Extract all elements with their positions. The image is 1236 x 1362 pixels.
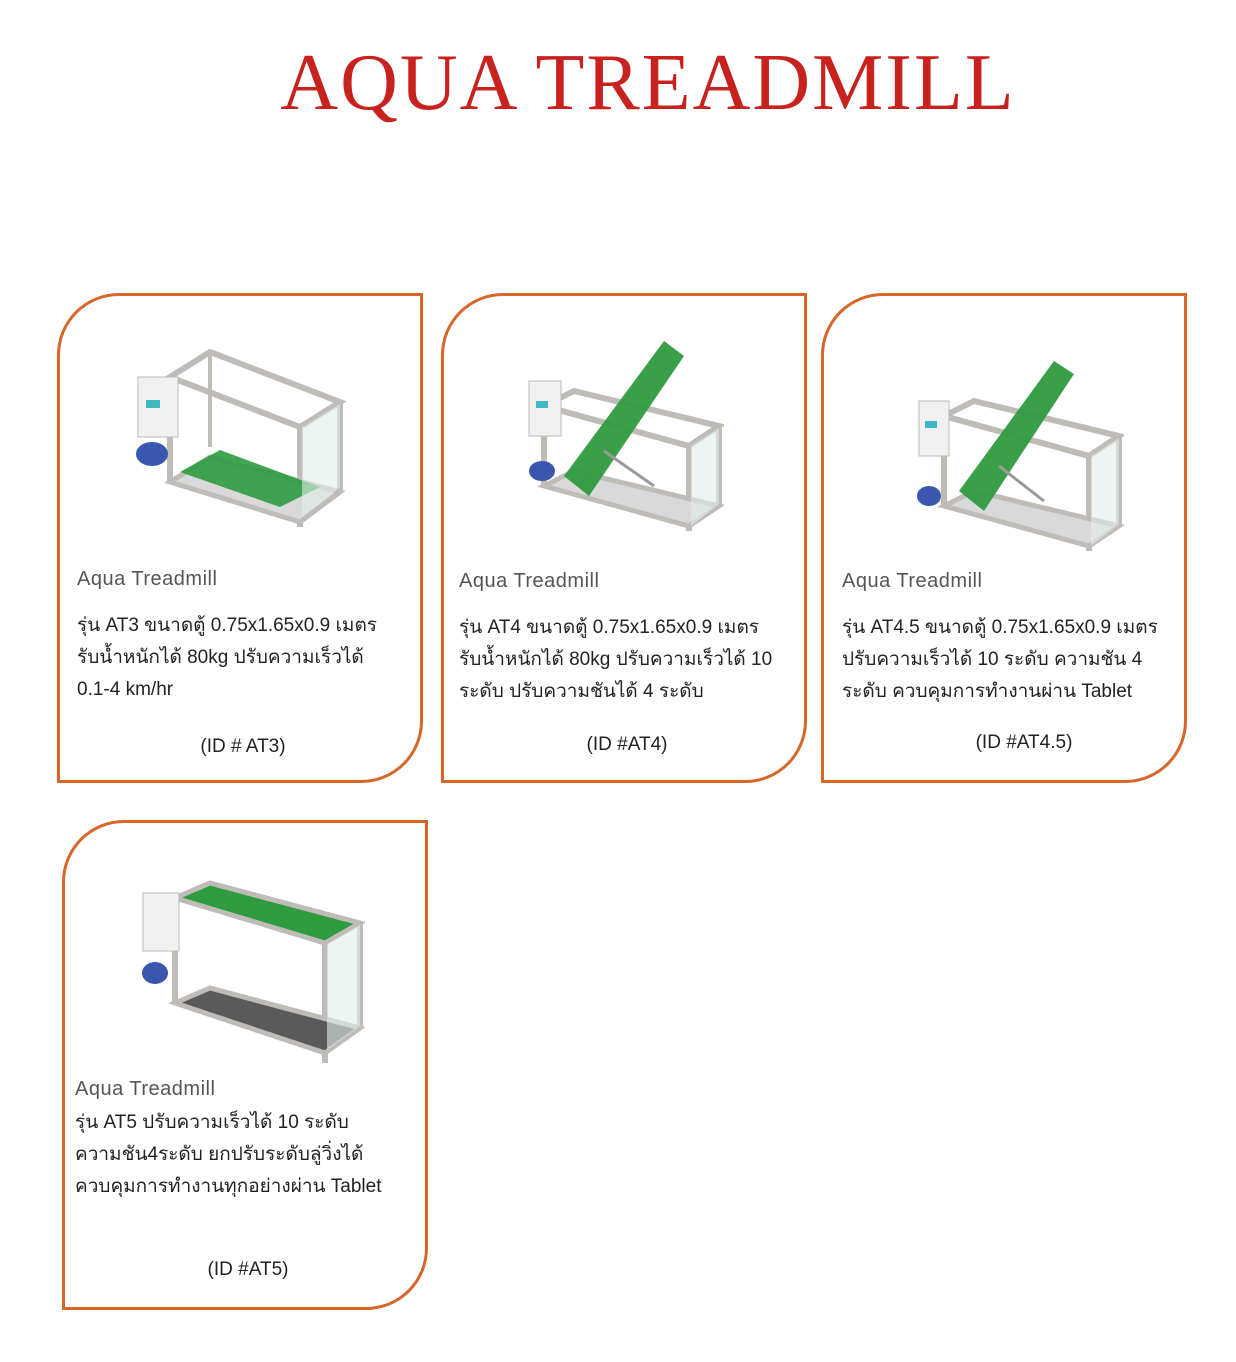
product-name: Aqua Treadmill [75,1078,216,1100]
product-id: (ID #AT5) [207,1259,289,1280]
desc-line: รุ่น AT3 ขนาดตู้ 0.75x1.65x0.9 เมตร [77,615,378,636]
product-description [842,612,1158,708]
product-description [77,610,377,706]
treadmill-at4-image [504,336,724,536]
desc-line: ระดับ ปรับความชันได้ 4 ระดับ [459,681,704,702]
desc-line: รุ่น AT5 ปรับความเร็วได้ 10 ระดับ [75,1112,349,1133]
product-description [459,612,772,708]
desc-line: รับน้ำหนักได้ 80kg ปรับความเร็วได้ [77,647,364,668]
product-id: (ID # AT3) [200,736,286,757]
product-card-at3[interactable] [57,293,423,783]
desc-line: ควบคุมการทำงานทุกอย่างผ่าน Tablet [75,1176,382,1197]
treadmill-at5-image [135,878,365,1068]
product-card-at5[interactable] [62,820,428,1310]
treadmill-at4-5-image [904,356,1124,556]
page-title: AQUA TREADMILL [280,39,1016,127]
treadmill-at3-image [130,322,350,532]
desc-line: รุ่น AT4 ขนาดตู้ 0.75x1.65x0.9 เมตร [459,617,760,638]
product-name: Aqua Treadmill [77,568,218,590]
product-id: (ID #AT4.5) [975,732,1073,753]
desc-line: ระดับ ควบคุมการทำงานผ่าน Tablet [842,681,1133,702]
desc-line: ปรับความเร็วได้ 10 ระดับ ความชัน 4 [842,649,1143,670]
desc-line: ความชัน4ระดับ ยกปรับระดับลู่วิ่งได้ [75,1144,364,1165]
desc-line: รุ่น AT4.5 ขนาดตู้ 0.75x1.65x0.9 เมตร [842,617,1158,638]
desc-line: 0.1-4 km/hr [77,679,174,700]
product-description [75,1107,381,1203]
desc-line: รับน้ำหนักได้ 80kg ปรับความเร็วได้ 10 [459,649,773,670]
product-name: Aqua Treadmill [459,570,600,592]
product-id: (ID #AT4) [586,734,668,755]
product-card-at4[interactable] [441,293,807,783]
product-name: Aqua Treadmill [842,570,983,592]
product-card-at4-5[interactable] [821,293,1187,783]
